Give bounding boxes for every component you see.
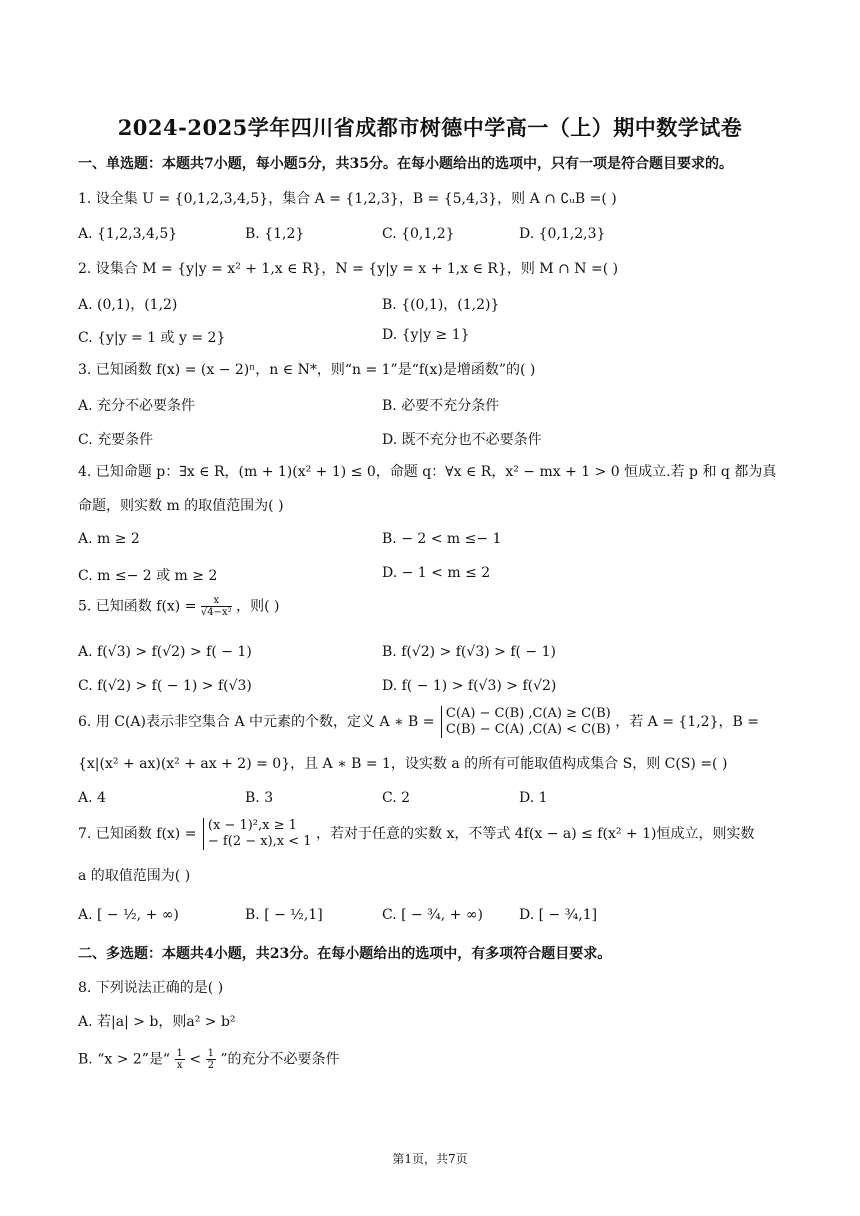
q6-option-c: C. 2 xyxy=(382,790,411,806)
q5-fraction xyxy=(201,595,232,618)
q8-option-a: A. 若|a| > b，则a² > b² xyxy=(78,1014,236,1030)
q4-option-d: D. − 1 < m ≤ 2 xyxy=(382,565,491,581)
q5-option-a: A. f(√3) > f(√2) > f( − 1) xyxy=(78,644,252,660)
question-5-stem xyxy=(78,595,280,618)
question-2-stem: 2. 设集合 M = {y|y = x² + 1,x ∈ R}，N = {y|y = x + 1,x ∈ R}，则 M ∩ N =( ) xyxy=(78,261,619,277)
q6-option-b: B. 3 xyxy=(245,790,274,806)
q8-fraction-1-denominator: x xyxy=(176,1060,183,1071)
q4-option-c: C. m ≤− 2 或 m ≥ 2 xyxy=(78,568,218,584)
q5-option-b: B. f(√2) > f(√3) > f( − 1) xyxy=(382,644,556,660)
exam-title: 2024-2025学年四川省成都市树德中学高一（上）期中数学试卷 xyxy=(117,115,743,140)
q6-stem-pre: 6. 用 C(A)表示非空集合 A 中元素的个数，定义 A ∗ B = xyxy=(78,714,435,730)
question-7-stem-line1 xyxy=(78,818,754,850)
q6-option-d: D. 1 xyxy=(519,790,548,806)
q8-option-b xyxy=(78,1048,340,1071)
q8-fraction-1-numerator: 1 xyxy=(176,1048,183,1059)
q5-option-c: C. f(√2) > f( − 1) > f(√3) xyxy=(78,678,252,694)
q2-option-a: A. (0,1)，(1,2) xyxy=(78,297,178,313)
q5-stem-post: ，则( ) xyxy=(236,598,280,615)
q4-option-a: A. m ≥ 2 xyxy=(78,531,140,547)
section-multiple-choice: 二、多选题：本题共4小题，共23分。在每小题给出的选项中，有多项符合题目要求。 xyxy=(78,946,612,962)
q5-stem-pre: 5. 已知函数 f(x) = xyxy=(78,598,197,615)
question-4-stem-line1: 4. 已知命题 p：∃x ∈ R，(m + 1)(x² + 1) ≤ 0，命题 q：∀x ∈ R，x² − mx + 1 > 0 恒成立.若 p 和 q 都为真 xyxy=(78,464,777,480)
q8-fraction-2-numerator: 1 xyxy=(207,1048,214,1059)
q6-piecewise-definition xyxy=(441,706,611,738)
q6-case-1: C(A) − C(B) ,C(A) ≥ C(B) xyxy=(445,706,611,721)
q2-option-d: D. {y|y ≥ 1} xyxy=(382,327,470,343)
q7-case-1: (x − 1)²,x ≥ 1 xyxy=(207,818,297,833)
q5-fraction-denominator: √4−x² xyxy=(200,607,232,618)
question-8-stem: 8. 下列说法正确的是( ) xyxy=(78,980,224,996)
q7-option-d: D. [ − ¾,1] xyxy=(519,907,598,923)
q2-option-b: B. {(0,1)，(1,2)} xyxy=(382,297,500,313)
question-7-stem-line2: a 的取值范围为( ) xyxy=(78,868,191,884)
q7-option-c: C. [ − ¾, + ∞) xyxy=(382,907,483,923)
q3-option-a: A. 充分不必要条件 xyxy=(78,398,196,414)
q6-option-a: A. 4 xyxy=(78,790,106,806)
q1-option-c: C. {0,1,2} xyxy=(382,226,455,242)
q5-fraction-numerator: x xyxy=(201,595,232,607)
question-6-stem-line2: {x|(x² + ax)(x² + ax + 2) = 0}，且 A ∗ B = 1，设实数 a 的所有可能取值构成集合 S，则 C(S) =( ) xyxy=(78,756,728,772)
q1-option-b: B. {1,2} xyxy=(245,226,305,242)
q5-option-d: D. f( − 1) > f(√3) > f(√2) xyxy=(382,678,557,694)
q3-option-b: B. 必要不充分条件 xyxy=(382,398,500,414)
q7-stem-post: ，若对于任意的实数 x，不等式 4f(x − a) ≤ f(x² + 1)恒成立，则实数 xyxy=(316,826,755,842)
q8-fraction-2 xyxy=(206,1048,216,1071)
q7-piecewise-definition xyxy=(203,818,312,850)
question-6-stem-line1 xyxy=(78,706,759,738)
q8-less-than: < xyxy=(189,1051,206,1068)
q8-fraction-2-denominator: 2 xyxy=(207,1060,214,1071)
q8-fraction-1 xyxy=(175,1048,185,1071)
section-single-choice: 一、单选题：本题共7小题，每小题5分，共35分。在每小题给出的选项中，只有一项是符合题目要求的。 xyxy=(78,156,733,172)
q8-option-b-post: ”的充分不必要条件 xyxy=(220,1051,340,1068)
q8-option-b-pre: B. “x > 2”是“ xyxy=(78,1051,171,1068)
question-3-stem: 3. 已知函数 f(x) = (x − 2)ⁿ，n ∈ N*，则“n = 1”是“f(x)是增函数”的( ) xyxy=(78,362,536,378)
q2-option-c: C. {y|y = 1 或 y = 2} xyxy=(78,330,226,346)
q3-option-d: D. 既不充分也不必要条件 xyxy=(382,432,542,448)
q1-option-d: D. {0,1,2,3} xyxy=(519,226,606,242)
q7-option-a: A. [ − ½, + ∞) xyxy=(78,907,179,923)
q6-case-2: C(B) − C(A) ,C(A) < C(B) xyxy=(445,722,611,737)
page-footer: 第1页，共7页 xyxy=(392,1152,468,1166)
q7-option-b: B. [ − ½,1] xyxy=(245,907,323,923)
question-1-stem: 1. 设全集 U = {0,1,2,3,4,5}，集合 A = {1,2,3}，B = {5,4,3}，则 A ∩ ∁ᵤB =( ) xyxy=(78,191,617,207)
q7-case-2: − f(2 − x),x < 1 xyxy=(207,834,312,849)
q1-option-a: A. {1,2,3,4,5} xyxy=(78,226,178,242)
question-4-stem-line2: 命题，则实数 m 的取值范围为( ) xyxy=(78,498,284,514)
q6-stem-post: ，若 A = {1,2}，B = xyxy=(615,714,759,730)
q3-option-c: C. 充要条件 xyxy=(78,432,154,448)
q7-stem-pre: 7. 已知函数 f(x) = xyxy=(78,826,197,842)
q4-option-b: B. − 2 < m ≤− 1 xyxy=(382,531,502,547)
